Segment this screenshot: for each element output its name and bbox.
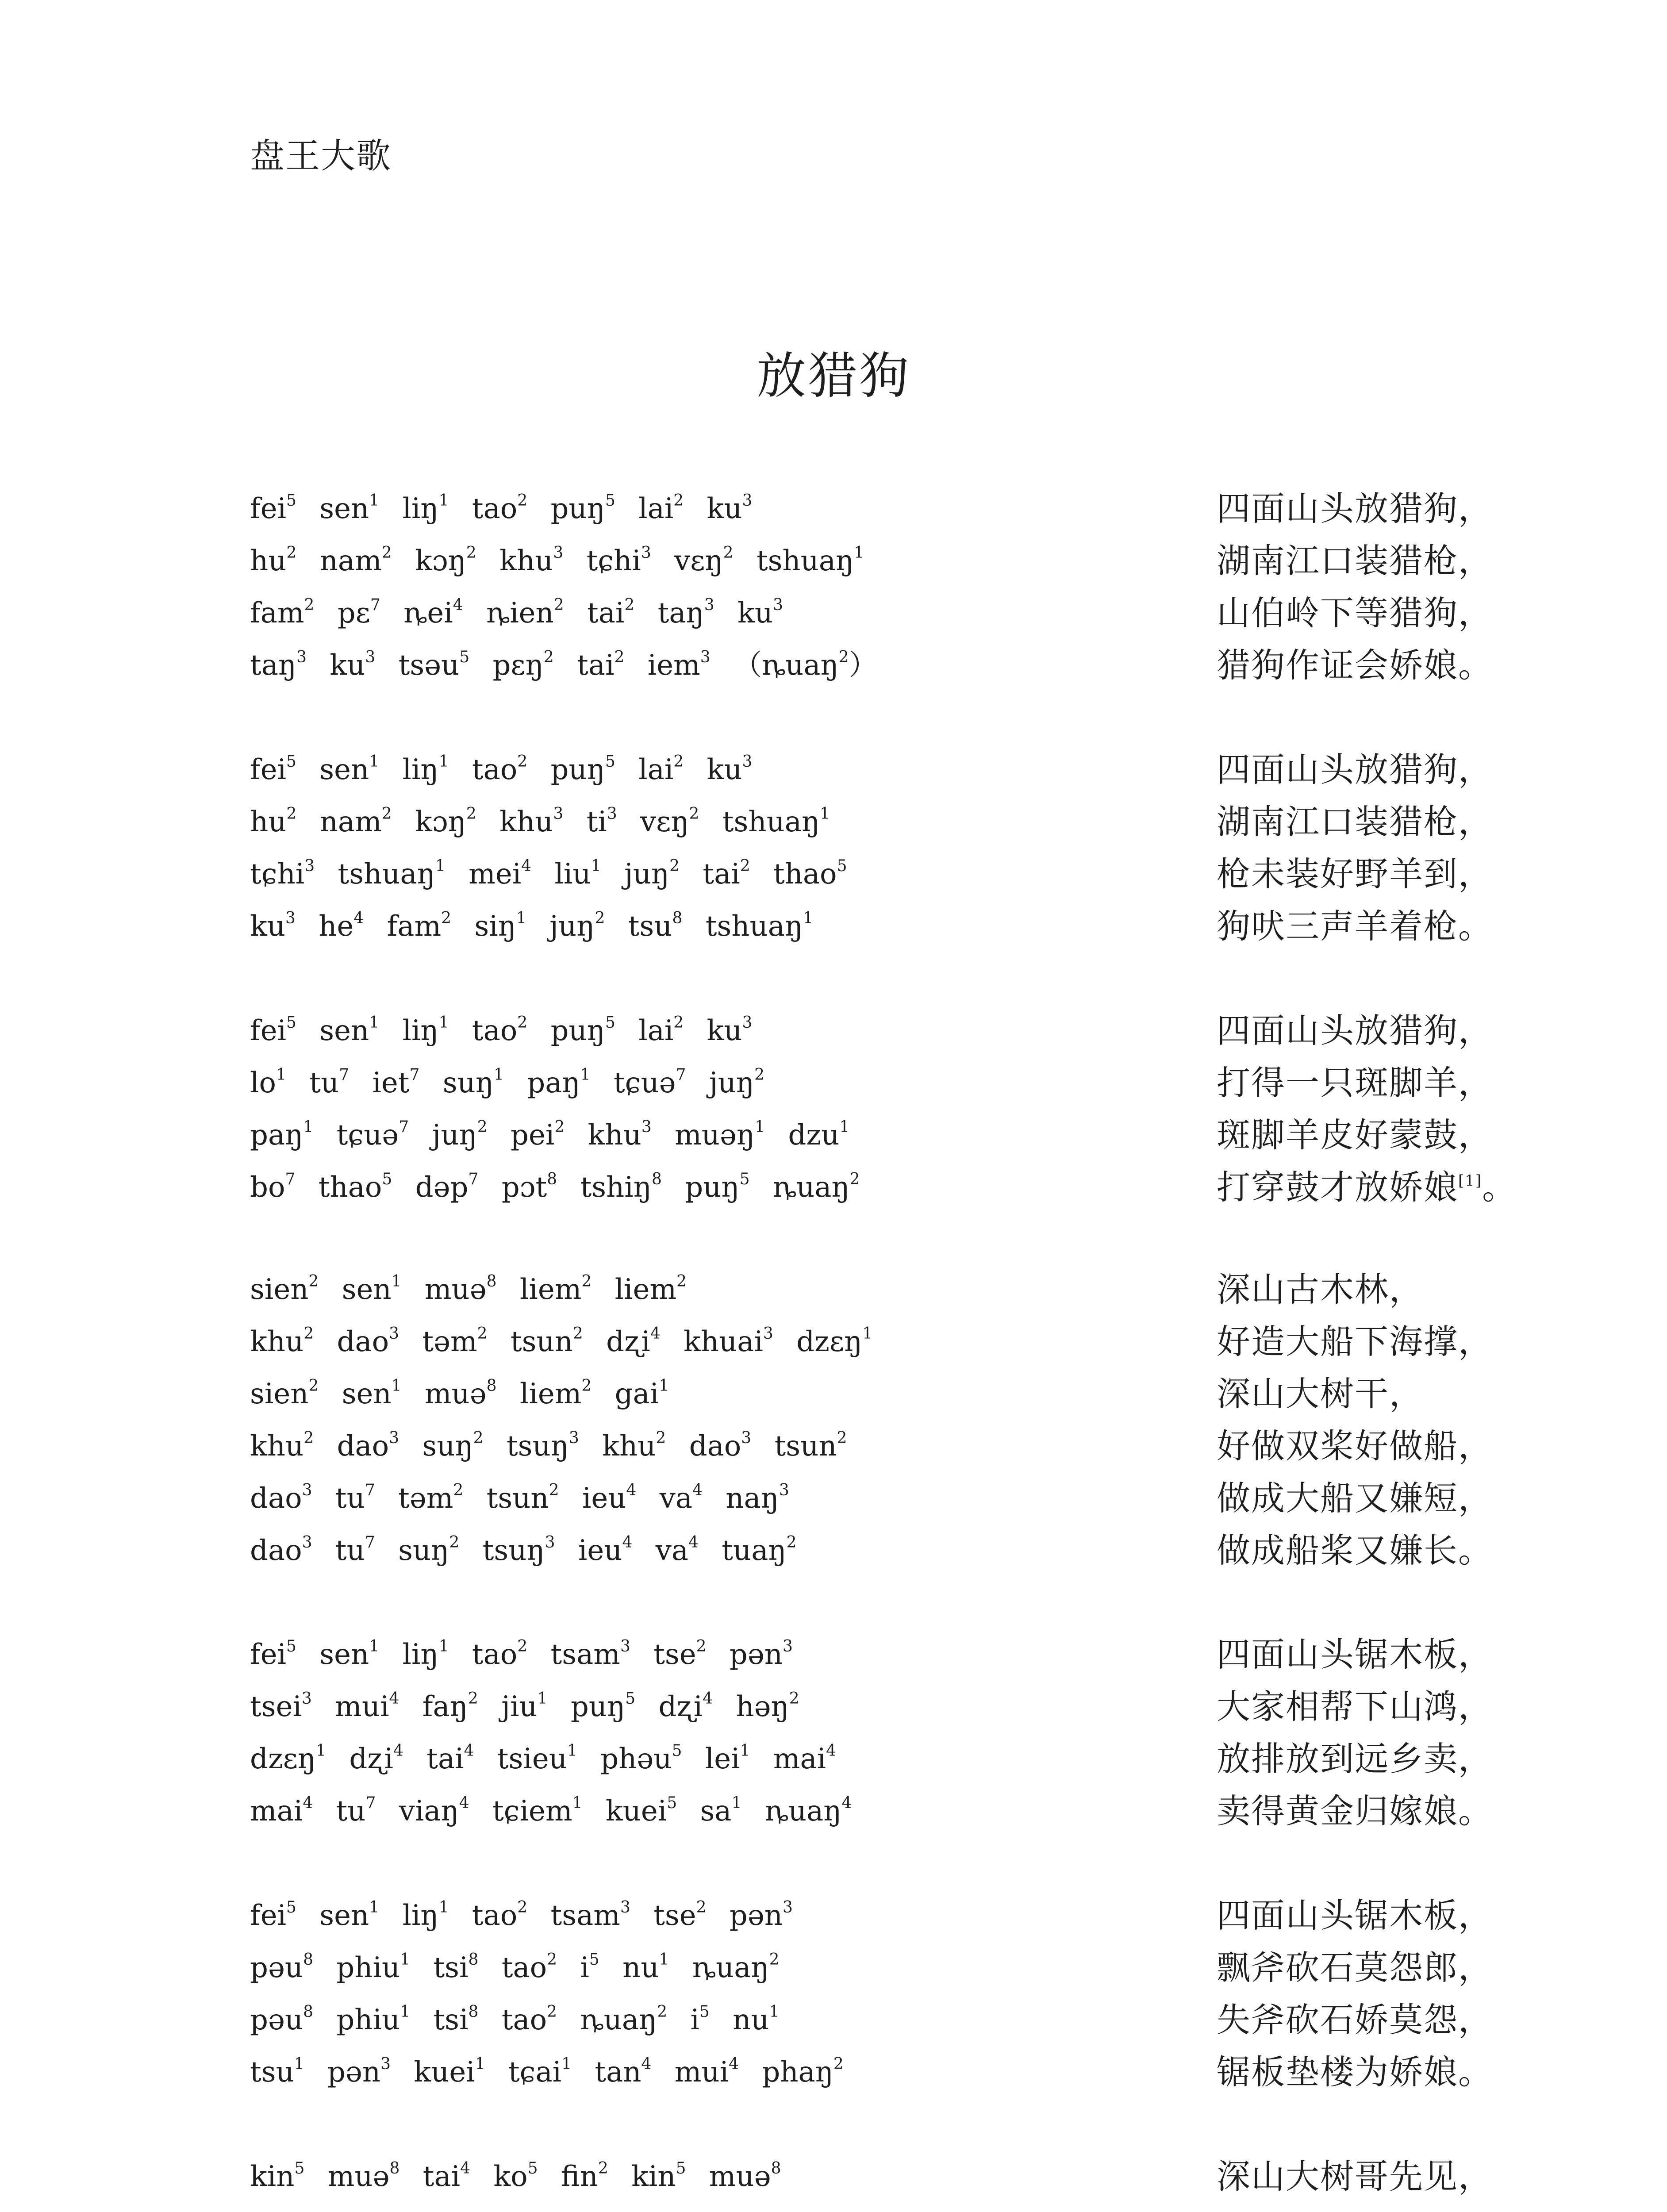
ipa-transcription: $bo^7$ thao$^5$ dəp$^7$ pɔt$^8$ tshiŋ$^8$ puŋ$^5$ ȵuaŋ$^2$ xyxy=(250,1170,860,1204)
ipa-transcription: khu$^2$ dao$^3$ təm$^2$ tsun$^2$ dʐi$^4$ khuai$^3$ dzɛŋ$^1$ xyxy=(250,1325,873,1358)
verse-line xyxy=(250,591,1520,643)
verse-line xyxy=(250,487,1520,539)
chinese-verse: 飘斧砍石莫怨郎， xyxy=(1217,1948,1493,1987)
chinese-verse: 深山大树干， xyxy=(1217,1374,1424,1413)
verse-line xyxy=(250,852,1520,904)
ipa-transcription: $lo^1$ $tu^7$ iet$^7$ suŋ$^1$ paŋ$^1$ tɕuə$^7$ juŋ$^2$ xyxy=(250,1066,764,1099)
chinese-verse: 斑脚羊皮好蒙鼓， xyxy=(1217,1115,1493,1155)
running-header: 盘王大歌 xyxy=(250,136,392,176)
verse-line xyxy=(250,1946,1520,1998)
verse-line xyxy=(250,1320,1520,1372)
ipa-transcription: paŋ$^1$ tɕuə$^7$ juŋ$^2$ pei$^2$ khu$^3$ muəŋ$^1$ dzu$^1$ xyxy=(250,1118,850,1152)
verse-line xyxy=(250,748,1520,800)
chinese-verse: 四面山头放猎狗， xyxy=(1217,489,1493,528)
chinese-verse: 做成船桨又嫌长。 xyxy=(1217,1531,1493,1570)
ipa-transcription: $hu^2$ nam$^2$ kɔŋ$^2$ khu$^3$ tɕhi$^3$ vɛŋ$^2$ tshuaŋ$^1$ xyxy=(250,544,864,577)
ipa-transcription: tsu$^1$ pən$^3$ kuei$^1$ tɕai$^1$ $\tan^4 mui^4$ phaŋ$^2$ xyxy=(250,2055,844,2089)
chinese-verse: 四面山头锯木板， xyxy=(1217,1896,1493,1935)
verse-line xyxy=(250,643,1520,695)
ipa-transcription: $hu^2$ nam$^2$ kɔŋ$^2$ khu$^3$ $ti^3$ vɛŋ$^2$ tshuaŋ$^1$ xyxy=(250,805,830,838)
ipa-transcription: dao$^3$ $tu^7$ təm$^2$ tsun$^2$ ieu$^4$ $va^4$ naŋ$^3$ xyxy=(250,1481,789,1515)
ipa-transcription: fei$^5$ sen$^1$ liŋ$^1$ tao$^2$ puŋ$^5$ lai$^2$ $ku^3$ xyxy=(250,1014,753,1047)
poem-title: 放猎狗 xyxy=(757,347,910,405)
chinese-verse: 好造大船下海撑， xyxy=(1217,1322,1493,1361)
chinese-verse: 四面山头放猎狗， xyxy=(1217,750,1493,789)
chinese-verse: 打得一只斑脚羊， xyxy=(1217,1063,1493,1102)
verse-line xyxy=(250,1061,1520,1113)
stanza-6 xyxy=(250,1893,1520,2102)
verse-line xyxy=(250,1737,1520,1789)
verse-line xyxy=(250,1998,1520,2050)
ipa-transcription: pəu$^8$ phiu$^1$ tsi$^8$ tao$^2$ ȵuaŋ$^2$ $i^5$ $nu^1$ xyxy=(250,2003,780,2036)
verse-line xyxy=(250,1789,1520,1841)
chinese-verse: 枪未装好野羊到， xyxy=(1217,854,1493,894)
verse-line xyxy=(250,1476,1520,1528)
verse-line xyxy=(250,1372,1520,1424)
verse-line xyxy=(250,904,1520,956)
stanza-4 xyxy=(250,1267,1520,1581)
verse-line xyxy=(250,1685,1520,1737)
chinese-verse: 失斧砍石娇莫怨， xyxy=(1217,2000,1493,2039)
chinese-verse: 卖得黄金归嫁娘。 xyxy=(1217,1791,1493,1831)
ipa-transcription: taŋ$^3$ $ku^3$ tsəu$^5$ pɛŋ$^2$ tai$^2$ iem$^3$ （ȵuaŋ$^2$） xyxy=(250,648,877,682)
ipa-transcription: sien$^2$ sen$^1$ muə$^8$ liem$^2$ gai$^1$ xyxy=(250,1377,669,1410)
ipa-transcription: fei$^5$ sen$^1$ liŋ$^1$ tao$^2$ puŋ$^5$ lai$^2$ $ku^3$ xyxy=(250,492,753,525)
verse-line xyxy=(250,2154,1520,2207)
ipa-transcription: fam$^2$ pɛ$^7$ ȵei$^4$ ȵien$^2$ tai$^2$ taŋ$^3$ $ku^3$ xyxy=(250,596,783,630)
verse-line xyxy=(250,1528,1520,1581)
chinese-verse: 湖南江口装猎枪， xyxy=(1217,802,1493,841)
verse-line xyxy=(250,1632,1520,1685)
stanza-5 xyxy=(250,1632,1520,1841)
ipa-transcription: fei$^5$ sen$^1$ liŋ$^1$ tao$^2$ tsam$^3$ tse$^2$ pən$^3$ xyxy=(250,1898,793,1932)
stanza-2 xyxy=(250,748,1520,956)
chinese-verse: 四面山头锯木板， xyxy=(1217,1635,1493,1674)
ipa-transcription: dzɛŋ$^1$ dʐi$^4$ tai$^4$ tsieu$^1$ phəu$^5$ lei$^1$ mai$^4$ xyxy=(250,1742,836,1775)
ipa-transcription: tsei$^3$ mui$^4$ faŋ$^2$ jiu$^1$ puŋ$^5$ dʐi$^4$ həŋ$^2$ xyxy=(250,1690,799,1723)
chinese-verse: 狗吠三声羊着枪。 xyxy=(1217,906,1493,946)
verse-line xyxy=(250,539,1520,591)
verse-line xyxy=(250,1113,1520,1165)
chinese-verse: 深山大树哥先见， xyxy=(1217,2157,1493,2196)
chinese-verse: 深山古木林， xyxy=(1217,1270,1424,1309)
verse-line xyxy=(250,1267,1520,1320)
ipa-transcription: mai$^4$ $tu^7$ viaŋ$^4$ tɕiem$^1$ kuei$^5$ $sa^1$ ȵuaŋ$^4$ xyxy=(250,1794,852,1828)
chinese-verse: 放排放到远乡卖， xyxy=(1217,1739,1493,1778)
ipa-transcription: dao$^3$ $tu^7$ suŋ$^2$ tsuŋ$^3$ ieu$^4$ $va^4$ tuaŋ$^2$ xyxy=(250,1533,797,1567)
ipa-transcription: $ku^3$ $he^4$ fam$^2$ siŋ$^1$ juŋ$^2$ tsu$^8$ tshuaŋ$^1$ xyxy=(250,909,813,943)
verse-line xyxy=(250,800,1520,852)
ipa-transcription: pəu$^8$ phiu$^1$ tsi$^8$ tao$^2$ $i^5$ $nu^1$ ȵuaŋ$^2$ xyxy=(250,1951,780,1984)
chinese-verse: 打穿鼓才放娇娘[1]。 xyxy=(1217,1167,1517,1207)
chinese-verse: 好做双桨好做船， xyxy=(1217,1426,1493,1466)
chinese-verse: 山伯岭下等猎狗， xyxy=(1217,593,1493,633)
chinese-verse: 四面山头放猎狗， xyxy=(1217,1011,1493,1050)
ipa-transcription: tɕhi$^3$ tshuaŋ$^1$ mei$^4$ liu$^1$ juŋ$^2$ tai$^2$ thao$^5$ xyxy=(250,857,847,891)
chinese-verse: 大家相帮下山鸿， xyxy=(1217,1687,1493,1726)
verse-line xyxy=(250,2050,1520,2102)
chinese-verse: 猎狗作证会娇娘。 xyxy=(1217,645,1493,685)
chinese-verse: 湖南江口装猎枪， xyxy=(1217,541,1493,580)
ipa-transcription: kin$^5$ muə$^8$ tai$^4$ $ko^5$ fin$^2$ kin$^5$ muə$^8$ xyxy=(250,2159,781,2193)
verse-line xyxy=(250,1165,1520,1217)
chinese-verse: 做成大船又嫌短， xyxy=(1217,1479,1493,1518)
verse-line xyxy=(250,1424,1520,1476)
ipa-transcription: fei$^5$ sen$^1$ liŋ$^1$ tao$^2$ tsam$^3$ tse$^2$ pən$^3$ xyxy=(250,1637,793,1671)
stanza-1 xyxy=(250,487,1520,695)
ipa-transcription: fei$^5$ sen$^1$ liŋ$^1$ tao$^2$ puŋ$^5$ lai$^2$ $ku^3$ xyxy=(250,753,753,786)
ipa-transcription: sien$^2$ sen$^1$ muə$^8$ liem$^2$ liem$^2$ xyxy=(250,1272,687,1306)
chinese-verse: 锯板垫楼为娇娘。 xyxy=(1217,2052,1493,2092)
verse-line xyxy=(250,1009,1520,1061)
stanza-7 xyxy=(250,2154,1520,2207)
ipa-transcription: khu$^2$ dao$^3$ suŋ$^2$ tsuŋ$^3$ khu$^2$ dao$^3$ tsun$^2$ xyxy=(250,1429,847,1463)
verse-line xyxy=(250,1893,1520,1946)
stanza-3 xyxy=(250,1009,1520,1217)
